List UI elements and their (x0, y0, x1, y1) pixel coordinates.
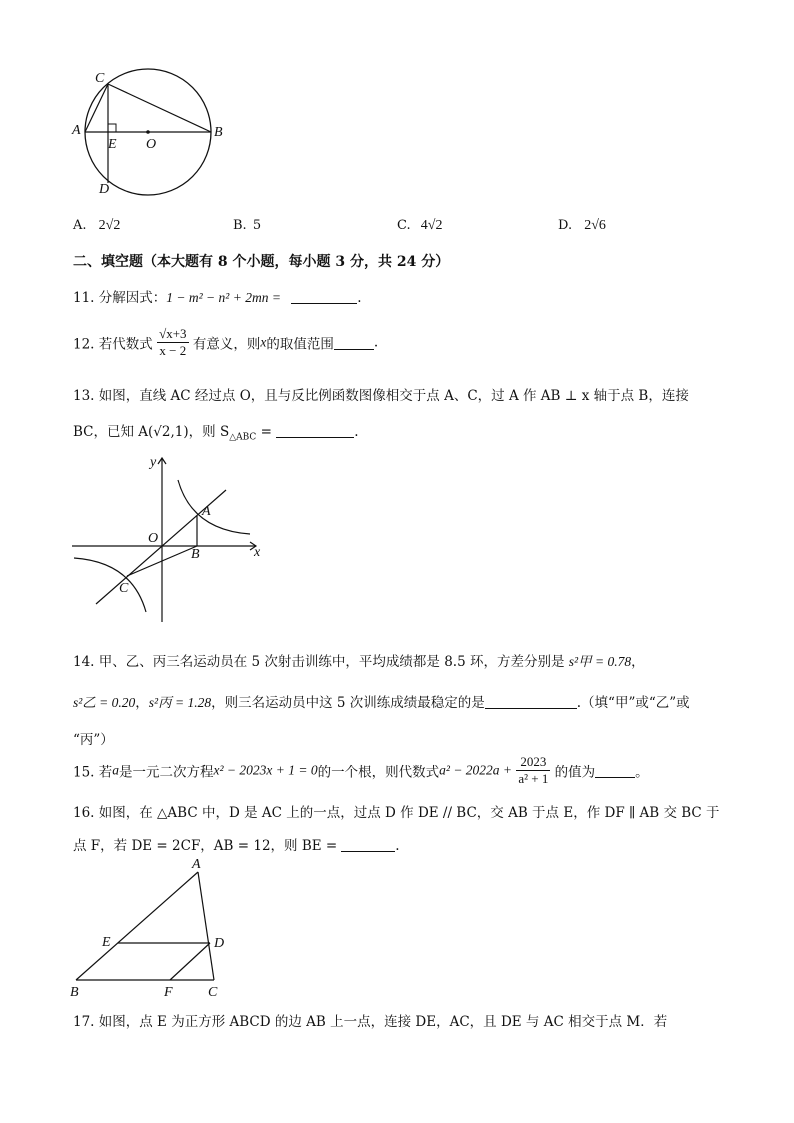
q15-b: 是一元二次方程 (119, 764, 214, 781)
q13-end: . (354, 424, 359, 440)
q13-line2b: = (256, 424, 272, 440)
label-e: E (108, 137, 117, 152)
figure-circle-chords (62, 62, 232, 204)
label-c: C (119, 581, 129, 596)
question-14-line3: “丙”） (73, 732, 114, 748)
choice-d-value: 2√6 (584, 218, 606, 233)
label-a: A (72, 123, 81, 138)
label-a: A (192, 857, 201, 872)
label-x: x (254, 545, 261, 560)
figure-triangle (66, 852, 236, 1000)
q15-numerator: 2023 (516, 754, 550, 771)
q15-c: 的一个根，则代数式 (317, 764, 440, 781)
question-14-line2: s²乙 = 0.20，s²丙 = 1.28，则三名运动员中这 5 次训练成绩最稳定的是 .（填“甲”或“乙”或 (73, 695, 690, 711)
q13-line2a: BC，已知 A(√2,1)，则 S (73, 424, 230, 440)
q15-d: 的值为 (554, 764, 596, 781)
question-12 (73, 326, 378, 359)
label-b: B (70, 985, 79, 1000)
q12-prefix: 12. 若代数式 (73, 336, 153, 353)
chord-ac (85, 84, 108, 132)
section-heading: 二、填空题（本大题有 8 个小题，每小题 3 分，共 24 分） (73, 254, 450, 270)
q14-s-jia: s²甲 = 0.78 (568, 654, 632, 669)
question-13-line1: 13. 如图，直线 AC 经过点 O，且与反比例函数图像相交于点 A、C，过 A 作 AB ⊥ x 轴于点 B，连接 (73, 388, 689, 404)
label-d: D (99, 182, 110, 197)
center-dot (146, 130, 150, 134)
choice-a[interactable] (73, 218, 120, 234)
q11-expression: 1 − m² − n² + 2mn = (166, 290, 281, 305)
hyperbola-branch-3 (74, 558, 146, 612)
label-b: B (214, 125, 223, 140)
choice-c[interactable] (397, 218, 442, 234)
right-angle-mark (108, 124, 116, 132)
segment-df (170, 943, 210, 980)
label-a: A (202, 504, 211, 519)
q14-line2b: ，则三名运动员中这 5 次训练成绩最稳定的是 (211, 695, 485, 711)
label-o: O (148, 531, 159, 546)
question-15 (73, 754, 649, 787)
question-14-line1 (73, 650, 645, 670)
q14-s-bing: s²丙 = 1.28 (148, 695, 212, 710)
q12-denominator: x − 2 (159, 343, 187, 358)
q12-fraction (157, 326, 188, 359)
question-16-line2 (73, 834, 400, 854)
choice-a-letter: A. (73, 218, 87, 233)
q15-eq: x² − 2023x + 1 = 0 (213, 762, 318, 778)
label-b: B (191, 547, 200, 562)
q11-prefix: 11. 分解因式： (73, 290, 167, 306)
q13-answer-blank[interactable] (276, 423, 354, 438)
label-c: C (208, 985, 218, 1000)
figure-hyperbola (66, 450, 276, 630)
q15-fraction (516, 754, 550, 787)
q14-s-yi: s²乙 = 0.20 (73, 695, 136, 710)
q15-expr: a² − 2022a + (439, 762, 513, 778)
q15-end: 。 (635, 764, 649, 781)
choice-b-letter: B. (233, 218, 247, 233)
question-17-line1: 17. 如图，点 E 为正方形 ABCD 的边 AB 上一点，连接 DE，AC，且 DE 与 AC 相交于点 M．若 (73, 1014, 668, 1030)
q16-end: . (395, 838, 400, 854)
choice-d[interactable] (558, 218, 606, 234)
label-y: y (150, 455, 157, 470)
q12-suffix: 的取值范围 (266, 336, 334, 353)
q15-var: a (112, 762, 120, 778)
q14-line1-end: ， (631, 654, 645, 670)
q12-mid: 有意义，则 (192, 336, 261, 353)
q14-line1a: 14. 甲、乙、丙三名运动员在 5 次射击训练中，平均成绩都是 8.5 环，方差分别是 (73, 654, 565, 670)
side-ac (198, 872, 214, 980)
q16-line2a: 点 F，若 DE = 2CF，AB = 12，则 BE = (73, 838, 338, 854)
label-d: D (214, 936, 225, 951)
label-c: C (95, 71, 105, 86)
q13-subscript: △ABC (229, 432, 257, 443)
question-13-line2 (73, 420, 358, 443)
side-ab (76, 872, 198, 980)
hyperbola-branch-1 (178, 480, 250, 534)
q14-line2c: .（填“甲”或“乙”或 (576, 695, 690, 711)
q16-answer-blank[interactable] (341, 837, 395, 852)
label-f: F (164, 985, 173, 1000)
q11-end: . (357, 290, 362, 306)
choice-b-value: 5 (252, 218, 262, 233)
q12-var: x (260, 334, 267, 350)
choice-a-value: 2√2 (98, 218, 121, 233)
q11-answer-blank[interactable] (291, 289, 357, 304)
question-11 (73, 286, 362, 306)
choice-b[interactable] (233, 218, 261, 233)
q12-answer-blank[interactable] (334, 335, 374, 350)
q15-a: 15. 若 (73, 764, 113, 781)
q15-answer-blank[interactable] (595, 763, 635, 778)
choice-d-letter: D. (558, 218, 573, 233)
choice-c-value: 4√2 (420, 218, 443, 233)
q12-numerator: √x+3 (159, 326, 187, 341)
q14-answer-blank[interactable] (485, 694, 577, 709)
question-16-line1: 16. 如图，在 △ABC 中，D 是 AC 上的一点，过点 D 作 DE // BC，交 AB 于点 E，作 DF ∥ AB 交 BC 于 (73, 805, 720, 821)
choice-c-letter: C. (397, 218, 411, 233)
label-o: O (146, 137, 157, 152)
q12-end: . (373, 334, 379, 351)
q15-denominator: a² + 1 (518, 771, 549, 786)
label-e: E (102, 935, 111, 950)
